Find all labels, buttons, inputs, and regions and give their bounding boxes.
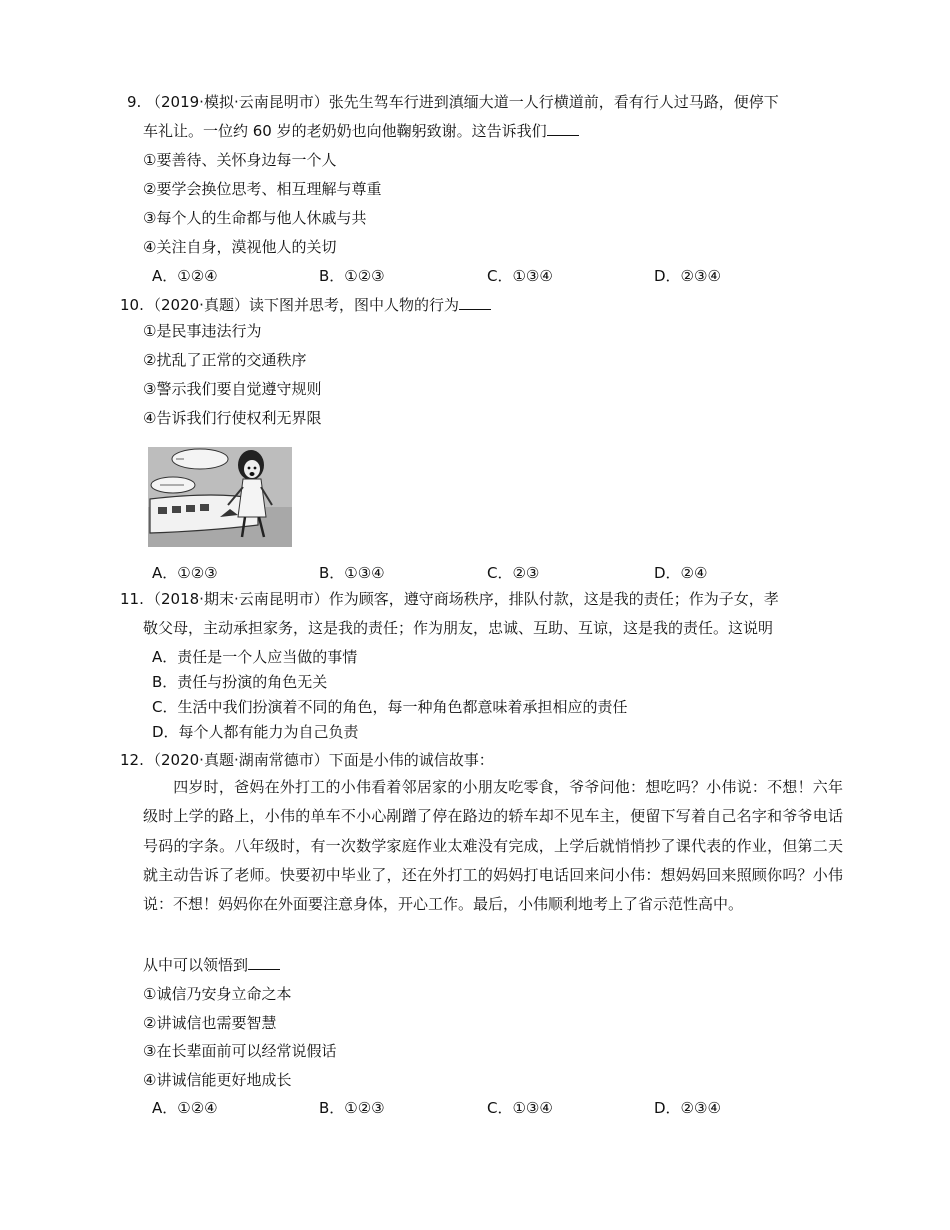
statement-4: ④告诉我们行使权利无界限: [143, 409, 322, 427]
option-b[interactable]: B．①③④: [319, 564, 385, 582]
option-c[interactable]: C．①③④: [487, 267, 553, 285]
statement-2: ②要学会换位思考、相互理解与尊重: [143, 180, 382, 198]
option-a[interactable]: A．①②④: [152, 267, 218, 285]
option-d[interactable]: D．②③④: [654, 267, 721, 285]
statement-1: ①是民事违法行为: [143, 322, 262, 340]
question-stem: （2019·模拟·云南昆明市）张先生驾车行进到滇缅大道一人行横道前，看有行人过马路，便停下: [146, 93, 779, 111]
question-stem: （2020·真题）读下图并思考，图中人物的行为: [146, 291, 491, 320]
answer-blank[interactable]: [547, 119, 579, 136]
question-number: 11.: [120, 590, 144, 608]
question-stem: （2018·期末·云南昆明市）作为顾客，遵守商场秩序，排队付款，这是我的责任；作为子女，孝: [146, 590, 779, 608]
option-c[interactable]: C．②③: [487, 564, 540, 582]
question-stem: （2020·真题·湖南常德市）下面是小伟的诚信故事：: [146, 751, 494, 769]
statement-3: ③警示我们要自觉遵守规则: [143, 380, 322, 398]
statement-3: ③在长辈面前可以经常说假话: [143, 1042, 337, 1060]
statement-2: ②扰乱了正常的交通秩序: [143, 351, 307, 369]
answer-blank[interactable]: [248, 953, 280, 970]
option-a[interactable]: A．①②③: [152, 564, 218, 582]
question-number: 10.: [120, 296, 144, 314]
option-d[interactable]: D．②③④: [654, 1099, 721, 1117]
option-b[interactable]: B．责任与扮演的角色无关: [152, 673, 328, 691]
option-c[interactable]: C．①③④: [487, 1099, 553, 1117]
option-b[interactable]: B．①②③: [319, 1099, 385, 1117]
question-stem-cont: 车礼让。一位约 60 岁的老奶奶也向他鞠躬致谢。这告诉我们: [143, 117, 579, 146]
cartoon-illustration: [148, 447, 292, 547]
option-a[interactable]: A．①②④: [152, 1099, 218, 1117]
statement-4: ④讲诚信能更好地成长: [143, 1071, 292, 1089]
question-number: 9.: [127, 93, 142, 111]
statement-2: ②讲诚信也需要智慧: [143, 1014, 277, 1032]
option-d[interactable]: D．②④: [654, 564, 708, 582]
question-number: 12.: [120, 751, 144, 769]
story-paragraph: 四岁时，爸妈在外打工的小伟看着邻居家的小朋友吃零食，爷爷问他：想吃吗？小伟说：不想！六年级时上学的路上，小伟的单车不小心剐蹭了停在路边的轿车却不见车主，便留下写着自己名字和爷爷电话号码的字条。八年级时，有一次数学家庭作业太难没有完成，上学后就悄悄抄了课代表的作业，但第二天就主动告诉了老师。快要初中毕业了，还在外打工的妈妈打电话回来问小伟：想妈妈回来照顾你吗？小伟说：不想！妈妈你在外面要注意身体，开心工作。最后，小伟顺利地考上了省示范性高中。: [143, 778, 843, 914]
option-b[interactable]: B．①②③: [319, 267, 385, 285]
option-d[interactable]: D．每个人都有能力为自己负责: [152, 723, 359, 741]
question-prompt: 从中可以领悟到: [143, 951, 280, 980]
statement-3: ③每个人的生命都与他人休戚与共: [143, 209, 367, 227]
statement-4: ④关注自身，漠视他人的关切: [143, 238, 337, 256]
question-stem-cont: 敬父母，主动承担家务，这是我的责任；作为朋友，忠诚、互助、互谅，这是我的责任。这说明: [143, 619, 774, 637]
statement-1: ①要善待、关怀身边每一个人: [143, 151, 337, 169]
statement-1: ①诚信乃安身立命之本: [143, 985, 292, 1003]
answer-blank[interactable]: [459, 293, 491, 310]
option-c[interactable]: C．生活中我们扮演着不同的角色，每一种角色都意味着承担相应的责任: [152, 698, 628, 716]
option-a[interactable]: A．责任是一个人应当做的事情: [152, 648, 358, 666]
